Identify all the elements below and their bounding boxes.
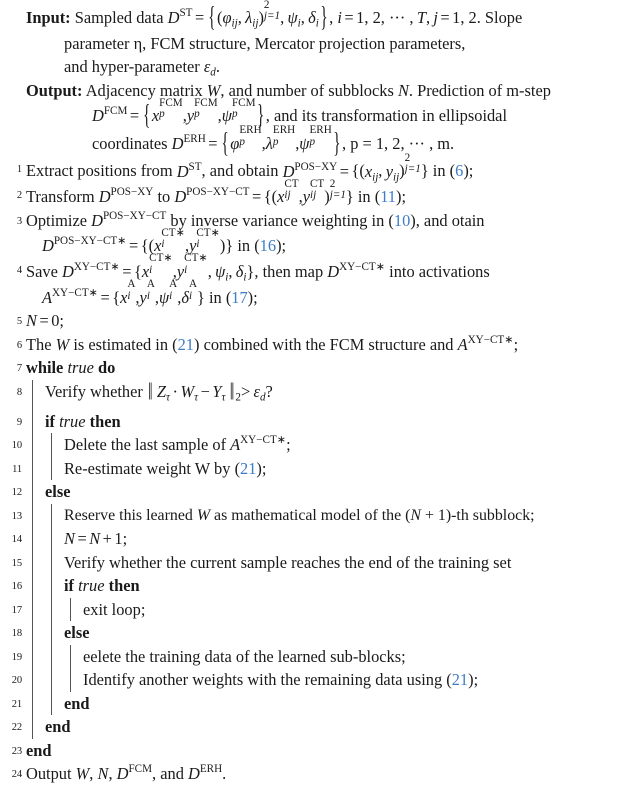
line-8-body: Verify whether ‖ $Z_\tau \cdot W_\tau - Y_\tau$ $‖_2> \varepsilon_d$? xyxy=(45,377,273,405)
math-epsilon-sub: d xyxy=(210,66,216,79)
line-number: 13 xyxy=(11,510,22,522)
input-line-3-period: . xyxy=(215,57,220,77)
algo-line-21 xyxy=(0,692,621,716)
line-6-body: The W is estimated in (21) combined with the FCM structure and $A^{XY-CT∗}$; xyxy=(26,333,519,354)
algo-line-7 xyxy=(0,356,621,380)
keyword-end: end xyxy=(45,717,71,737)
line-1-body: Extract positions from DST, and obtain $D^{POS-XY} = \{(x_{ij}$, $y_{ij}$) 2 j=1 } in (6); xyxy=(26,152,474,183)
line-8-text-b: ? xyxy=(265,381,273,401)
input-text-b: , xyxy=(329,8,338,28)
algo-line-15 xyxy=(0,551,621,575)
algo-line-6 xyxy=(0,333,621,357)
line-number: 23 xyxy=(11,745,22,757)
input-line-2: parameter η, FCM structure, Mercator projection parameters, xyxy=(64,33,466,53)
equation-ref-21-b[interactable]: 21 xyxy=(240,458,257,478)
line-number: 20 xyxy=(11,675,22,687)
line-3-part-2: $D^{POS-XY-CT∗} = \{(x$ CT∗ i ,y CT∗ i )} in (16); xyxy=(42,226,287,256)
output-line-2-tail: , and its transformation in ellipsoidal xyxy=(265,106,508,126)
line-number: 16 xyxy=(11,581,22,593)
math-D-ST: DST xyxy=(167,7,193,28)
line-number: 1 xyxy=(16,164,22,176)
keyword-if: if xyxy=(45,411,56,431)
output-line-1: Adjacency matrix W, and number of subblocks N. Prediction of m-step xyxy=(85,80,551,100)
algo-line-16 xyxy=(0,574,621,598)
line-number: 10 xyxy=(11,440,22,452)
line-24-body: Output W, N, $D^{FCM}$, and $D^{ERH}$. xyxy=(26,763,227,784)
line-17-body: exit loop; xyxy=(83,599,146,619)
line-1-text-a: Extract positions from xyxy=(26,161,177,181)
output-label: Output: xyxy=(26,80,83,100)
algo-line-23 xyxy=(0,739,621,763)
algo-line-20 xyxy=(0,668,621,692)
line-4-part-2: $A^{XY-CT∗} = \{x$ A i ,y A i ,ψ A i ,δ A i } in (17); xyxy=(42,278,258,307)
line-11-body: Re-estimate weight W by (21); xyxy=(64,458,267,478)
algo-line-13 xyxy=(0,504,621,528)
output-line-3-tail: , p = 1, 2, ··· , m. xyxy=(342,133,455,153)
line-22-body xyxy=(26,715,621,739)
keyword-end: end xyxy=(64,693,90,713)
line-21-body xyxy=(26,692,621,716)
line-number: 12 xyxy=(11,487,22,499)
keyword-true: true xyxy=(78,576,105,596)
line-7-body xyxy=(26,356,621,380)
line-3-body xyxy=(26,209,621,258)
line-4-text-a: Save xyxy=(26,262,62,282)
algo-line-9 xyxy=(0,410,621,434)
line-23-body xyxy=(26,739,621,763)
line-4-part-1: Save $D^{XY-CT∗} = \{x$ CT∗ i ,y CT∗ i , $\psi_i$, $\delta_i$}, then map $D^{XY-CT∗}$ into activations xyxy=(26,252,490,284)
line-number: 9 xyxy=(16,416,22,428)
input-line-3-text: and hyper-parameter xyxy=(64,57,204,77)
line-number: 11 xyxy=(12,463,22,475)
brace-open: { xyxy=(208,3,216,34)
output-header-row xyxy=(0,79,621,103)
line-number: 22 xyxy=(11,722,22,734)
line-number: 3 xyxy=(16,215,22,227)
line-10-body: Delete the last sample of $A^{XY-CT∗}$; xyxy=(64,434,291,455)
input-line-3 xyxy=(26,55,621,79)
keyword-end: end xyxy=(26,740,52,760)
equation-ref-17[interactable]: 17 xyxy=(231,287,248,307)
line-8-text-a: Verify whether xyxy=(45,381,147,401)
keyword-else: else xyxy=(64,623,90,643)
algo-line-2 xyxy=(0,177,621,209)
line-number: 7 xyxy=(16,363,22,375)
line-number: 6 xyxy=(16,339,22,351)
keyword-then: then xyxy=(108,576,140,596)
input-text-a: Sampled data xyxy=(74,8,168,28)
line-number: 17 xyxy=(11,604,22,616)
line-2-text-c: in xyxy=(353,187,375,207)
algo-line-12 xyxy=(0,480,621,504)
output-line-3: coordinates $D^{ERH} = \{\varphi$ ERH p ,λ ERH p ,ψ ERH p }, p = 1, 2, ··· , m. xyxy=(92,124,455,160)
equation-ref-11[interactable]: 11 xyxy=(380,187,396,207)
line-3-part-1: Optimize $D^{POS-XY-CT}$ by inverse variance weighting in (10), and otain xyxy=(26,209,485,230)
line-20-text-a: Identify another weights with the remaining data using xyxy=(83,670,447,690)
line-16-body xyxy=(26,574,621,598)
algo-line-17 xyxy=(0,598,621,622)
equation-ref-16[interactable]: 16 xyxy=(259,236,277,256)
keyword-else: else xyxy=(45,482,71,502)
input-text-c: . Slope xyxy=(476,8,523,28)
line-3-text-d: in xyxy=(233,236,255,256)
algo-line-4 xyxy=(0,252,621,309)
line-4-text-c: into activations xyxy=(385,262,490,282)
output-line-3-pre: coordinates xyxy=(92,133,172,153)
input-header-body: Input: Sampled data $DST = \{(\varphi_{ij}$, $\lambda_{ij}$) 2 j=1 , $\psi_i$, $\delta_i$}, i = 1, 2, ··· , T, j = 1, 2. Slope xyxy=(26,4,621,32)
line-number: 19 xyxy=(11,651,22,663)
line-3-text-b: by inverse variance weighting in xyxy=(166,210,389,230)
line-number: 8 xyxy=(16,386,22,398)
line-2-text-b: to xyxy=(153,187,175,207)
input-cont-row-1 xyxy=(0,32,621,56)
keyword-then: then xyxy=(89,411,121,431)
algo-line-8 xyxy=(0,377,621,410)
line-number: 15 xyxy=(11,557,22,569)
input-label: Input: xyxy=(26,8,71,28)
algo-line-14 xyxy=(0,527,621,551)
output-line-2: $D^{FCM} = \{x$ FCM p ,y FCM p ,ψ FCM p }, and its transformation in ellipsoidal xyxy=(92,96,508,132)
algo-line-22 xyxy=(0,715,621,739)
line-12-body xyxy=(26,480,621,504)
line-14-body: N = N + 1; xyxy=(64,529,128,549)
math-epsilon: ε xyxy=(203,57,211,77)
keyword-if: if xyxy=(64,576,75,596)
equation-ref-10[interactable]: 10 xyxy=(393,210,411,230)
algo-line-3 xyxy=(0,209,621,258)
input-header-row xyxy=(0,0,621,34)
line-9-body xyxy=(26,410,621,434)
line-number: 18 xyxy=(11,628,22,640)
line-number: 24 xyxy=(11,769,22,781)
output-cont-row-2 xyxy=(0,124,621,160)
keyword-true: true xyxy=(67,358,94,378)
algo-line-5 xyxy=(0,309,621,333)
output-header-body xyxy=(26,79,621,103)
line-10-text-a: Delete the last sample of xyxy=(64,435,231,455)
line-5-body: N = 0; xyxy=(26,311,64,331)
keyword-do: do xyxy=(97,358,116,378)
equation-ref-21-c[interactable]: 21 xyxy=(451,670,469,690)
line-15-body: Verify whether the current sample reaches the end of the training set xyxy=(64,552,512,572)
line-20-body: Identify another weights with the remaining data using (21); xyxy=(83,670,479,690)
line-number: 2 xyxy=(16,190,22,202)
algo-line-10 xyxy=(0,433,621,457)
line-1-text-b: , and obtain xyxy=(201,161,283,181)
algo-line-11 xyxy=(0,457,621,481)
equation-ref-21-a[interactable]: 21 xyxy=(177,334,194,354)
line-number: 4 xyxy=(16,264,22,276)
line-3-text-a: Optimize xyxy=(26,210,92,230)
input-cont-row-2 xyxy=(0,55,621,79)
line-13-body: Reserve this learned W as mathematical model of the (N + 1)-th subblock; xyxy=(64,506,535,524)
line-11-text-a: Re-estimate weight W by xyxy=(64,458,235,478)
line-number: 21 xyxy=(11,698,22,710)
line-4-text-b: , then map xyxy=(254,262,328,282)
line-19-body: eelete the training data of the learned sub-blocks; xyxy=(83,646,406,666)
line-18-body xyxy=(26,621,621,645)
line-1-text-c: in xyxy=(428,161,450,181)
line-3-text-c: , and otain xyxy=(415,210,485,230)
line-number: 14 xyxy=(11,534,22,546)
line-2-text-a: Transform xyxy=(26,187,99,207)
brace-close: } xyxy=(320,3,328,34)
line-4-body xyxy=(26,252,621,309)
algo-line-24 xyxy=(0,762,621,786)
line-4-text-d: in xyxy=(204,287,226,307)
algo-line-19 xyxy=(0,645,621,669)
keyword-true: true xyxy=(59,411,86,431)
algo-line-18 xyxy=(0,621,621,645)
line-2-body: Transform $D^{POS-XY}$ to $D^{POS-XY-CT} = \{(x$ CT ij ,y CT ij ) 2 j=1 } in (11); xyxy=(26,177,407,207)
equation-ref-6[interactable]: 6 xyxy=(455,161,464,181)
line-number: 5 xyxy=(16,316,22,328)
keyword-while: while xyxy=(26,358,64,378)
